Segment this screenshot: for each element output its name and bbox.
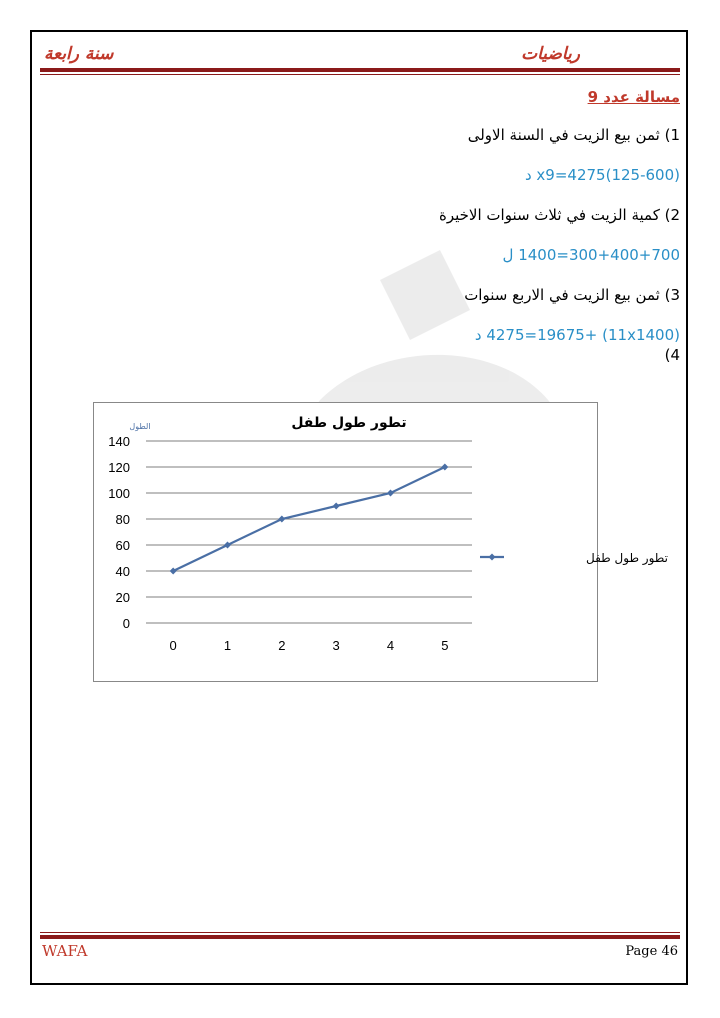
header-grade: سنة رابعة <box>44 44 114 64</box>
question-3: 3) ثمن بيع الزيت في الاربع سنوات <box>464 286 680 304</box>
header-rule-thick <box>40 68 680 72</box>
problem-title: مسالة عدد 9 <box>587 88 680 106</box>
chart-title: تطور طول طفل <box>291 415 407 431</box>
x-tick-label: 1 <box>223 638 232 653</box>
y-tick-label: 20 <box>115 590 130 605</box>
footer-page-number: Page 46 <box>625 944 678 959</box>
x-tick-label: 0 <box>169 638 177 653</box>
x-tick-label: 2 <box>278 638 286 653</box>
problem-content <box>60 88 680 366</box>
data-point <box>441 464 448 471</box>
header-rule-thin <box>40 74 680 75</box>
chart-frame <box>93 402 668 682</box>
data-point <box>333 503 340 510</box>
x-tick-label: 3 <box>332 638 340 653</box>
footer-rule-thin <box>40 932 680 933</box>
y-tick-label: 140 <box>108 434 130 449</box>
footer-rule-thick <box>40 935 680 939</box>
y-tick-label: 100 <box>108 486 130 501</box>
header-subject: رياضيات <box>521 44 580 64</box>
x-tick-label: 4 <box>386 638 395 653</box>
data-point <box>224 542 231 549</box>
question-4: 4) <box>664 346 680 364</box>
legend-swatch-marker <box>489 554 496 561</box>
answer-2: 300+400+700=1400 ل <box>502 246 680 264</box>
y-tick-label: 40 <box>115 564 130 579</box>
data-point <box>278 516 285 523</box>
x-tick-label: 5 <box>441 638 449 653</box>
question-1: 1) ثمن بيع الزيت في السنة الاولى <box>467 126 680 144</box>
y-tick-label: 120 <box>108 460 130 475</box>
y-tick-label: 80 <box>115 512 130 527</box>
line-chart <box>94 403 668 681</box>
question-2: 2) كمية الزيت في ثلاث سنوات الاخيرة <box>438 206 680 224</box>
answer-3: (11x1400) +4275=19675 د <box>474 326 680 344</box>
y-tick-label: 0 <box>122 616 130 631</box>
footer-author: WAFA <box>42 942 88 960</box>
legend-entry: تطور طول طفل <box>586 551 668 565</box>
y-tick-label: 60 <box>115 538 130 553</box>
answer-1: (125-600)x9=4275 د <box>524 166 680 184</box>
data-point <box>387 490 394 497</box>
y-axis-label: الطول <box>129 422 151 431</box>
data-point <box>170 568 177 575</box>
